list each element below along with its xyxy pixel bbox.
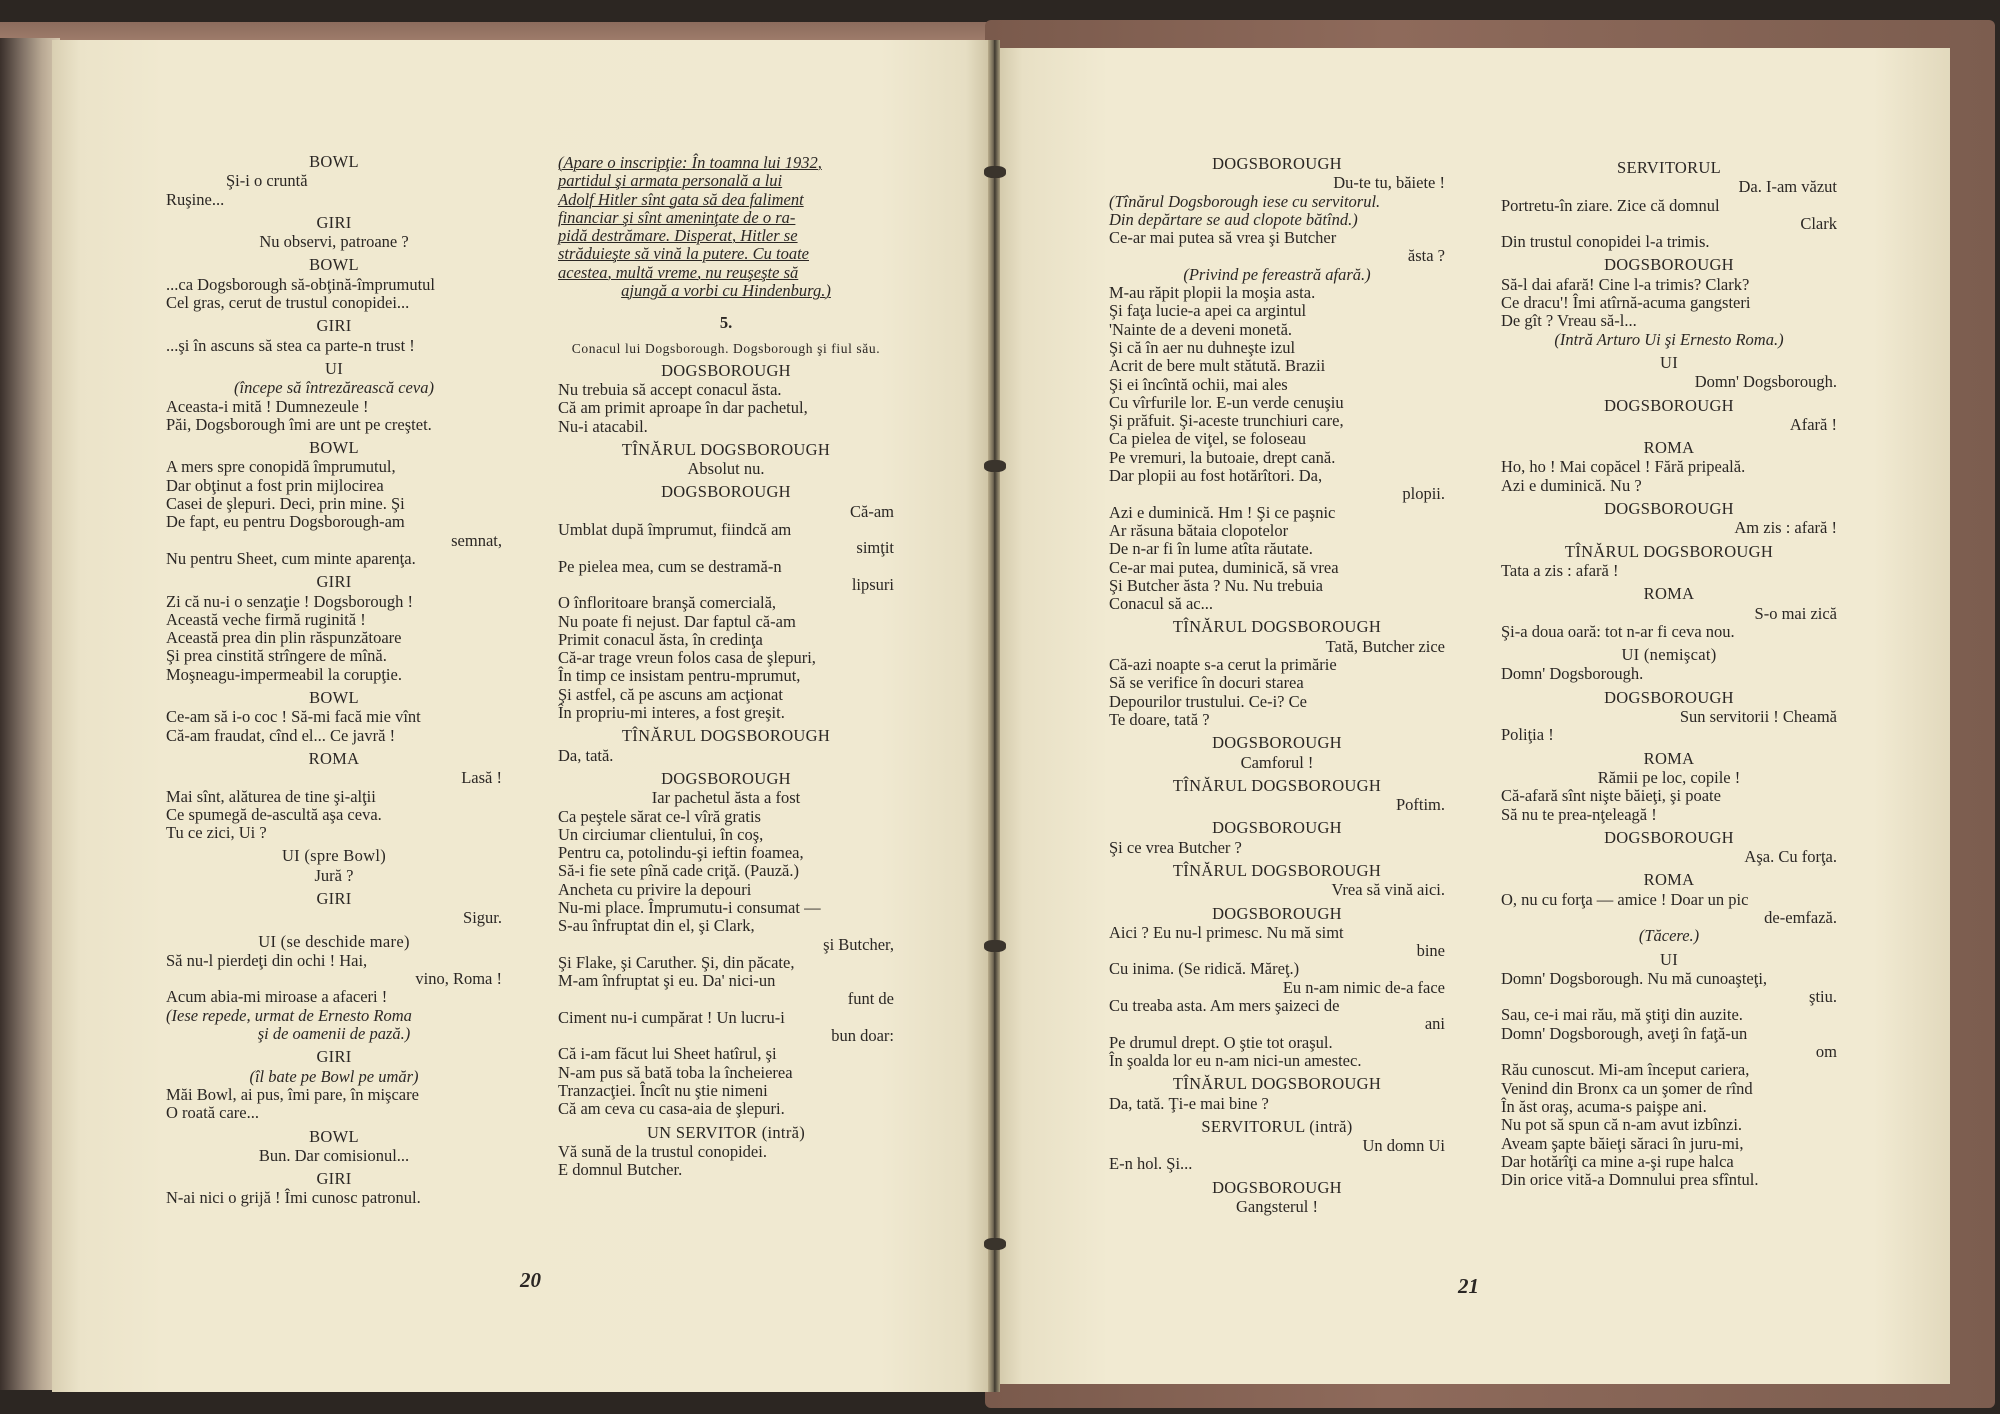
dialogue-line: Ce dracu'! Îmi atîrnă-acuma gangsteri: [1501, 293, 1751, 313]
dialogue-line: Şi ei încîntă ochii, mai ales: [1109, 374, 1288, 394]
dialogue-line: Domn' Dogsborough. Nu mă cunoaşteţi,: [1501, 968, 1768, 988]
dialogue-line: Şi ce vrea Butcher ?: [1109, 837, 1242, 857]
dialogue-line: Ce spumegă de-ascultă aşa ceva.: [166, 804, 382, 824]
dialogue-line: ...ca Dogsborough să-obţină-împrumutul: [166, 274, 435, 294]
speaker-name: UN SERVITOR (intră): [646, 1122, 806, 1142]
dialogue-line: Am zis : afară !: [1734, 518, 1837, 538]
book-gutter: [988, 40, 1000, 1392]
dialogue-line: şi de oamenii de pază.): [257, 1024, 411, 1044]
dialogue-line: bun doar:: [831, 1026, 894, 1046]
speaker-name: TÎNĂRUL DOGSBOROUGH: [621, 439, 831, 459]
dialogue-line: Din depărtare se aud clopote bătînd.): [1109, 209, 1358, 229]
scene-dialogue: [558, 362, 894, 1180]
speaker-name: DOGSBOROUGH: [1212, 903, 1342, 923]
inscription-line: pidă destrămare. Disperat, Hitler se: [558, 226, 798, 246]
dialogue-line: Să-l dai afară! Cine l-a trimis? Clark?: [1501, 274, 1750, 294]
dialogue-line: O, nu cu forţa — amice ! Doar un pic: [1501, 889, 1749, 909]
dialogue-line: Că-ar trage vreun folos casa de şlepuri,: [558, 648, 816, 668]
dialogue-line: Domn' Dogsborough.: [1501, 664, 1644, 684]
dialogue-line: simţit: [856, 538, 894, 558]
dialogue-line: Lasă !: [461, 768, 502, 788]
dialogue-line: Tata a zis : afară !: [1501, 560, 1619, 580]
dialogue-line: N-am pus să bată toba la încheierea: [558, 1062, 793, 1082]
speaker-name: BOWL: [309, 1126, 359, 1146]
dialogue-line: De n-ar fi în lume atîta răutate.: [1109, 539, 1313, 559]
inscription-line: financiar şi sînt ameninţate de o ra-: [558, 207, 796, 227]
inscription-line: acestea, multă vreme, nu reuşeşte să: [558, 262, 799, 282]
dialogue-line: S-o mai zică: [1754, 603, 1837, 623]
dialogue-line: M-am înfruptat şi eu. Da' nici-un: [558, 971, 776, 991]
dialogue-line: Nu pentru Sheet, cum minte aparenţa.: [166, 548, 416, 568]
dialogue-line: Şi-i o cruntă: [226, 171, 308, 191]
dialogue-line: Această veche firmă ruginită !: [166, 609, 366, 629]
dialogue-line: De gît ? Vreau să-l...: [1501, 311, 1637, 331]
speaker-name: TÎNĂRUL DOGSBOROUGH: [1564, 541, 1774, 561]
page-number-left: 20: [520, 1268, 541, 1292]
dialogue-line: Du-te tu, băiete !: [1333, 173, 1445, 193]
dialogue-line: Pe drumul drept. O ştie tot oraşul.: [1109, 1032, 1333, 1052]
dialogue-line: Poftim.: [1395, 795, 1445, 815]
dialogue-line: Moşneagu-impermeabil la corupţie.: [166, 664, 402, 684]
dialogue-line: Conacul să ac...: [1109, 594, 1214, 614]
speaker-name: UI: [1659, 949, 1678, 969]
dialogue-line: Afară !: [1789, 414, 1837, 434]
speaker-name: GIRI: [316, 212, 352, 232]
inscription-line: partidul şi armata personală a lui: [558, 171, 783, 191]
dialogue-line: Ce-am să i-o coc ! Să-mi facă mie vînt: [166, 707, 421, 727]
dialogue-line: Absolut nu.: [687, 459, 765, 479]
dialogue-line: Ce-ar mai putea să vrea şi Butcher: [1109, 228, 1337, 248]
dialogue-line: (îl bate pe Bowl pe umăr): [249, 1066, 419, 1086]
dialogue-line: Domn' Dogsborough.: [1694, 372, 1837, 392]
speaker-name: GIRI: [316, 1047, 352, 1067]
speaker-name: DOGSBOROUGH: [1212, 1177, 1342, 1197]
dialogue-line: Vrea să vină aici.: [1331, 880, 1445, 900]
speaker-name: ROMA: [308, 748, 360, 768]
dialogue-line: ştiu.: [1809, 987, 1837, 1007]
dialogue-line: funt de: [847, 989, 894, 1009]
dialogue-line: În ăst oraş, acuma-s paişpe ani.: [1501, 1096, 1707, 1116]
dialogue-line: De fapt, eu pentru Dogsborough-am: [166, 512, 405, 532]
speaker-name: TÎNĂRUL DOGSBOROUGH: [1172, 860, 1382, 880]
binding-stitch: [984, 1238, 1006, 1250]
dialogue-line: În propriu-mi interes, a fost greşit.: [558, 703, 785, 723]
speaker-name: DOGSBOROUGH: [661, 482, 791, 502]
dialogue-line: Pe vremuri, la butoaie, drept cană.: [1109, 447, 1336, 467]
right-page: [994, 48, 1950, 1384]
dialogue-line: Dar hotărîţi ca mine a-şi rupe halca: [1501, 1151, 1734, 1171]
dialogue-line: Că am primit aproape în dar pachetul,: [558, 398, 808, 418]
right-page-column-1: [1109, 150, 1445, 1216]
dialogue-line: Nu pot să spun că n-am avut izbînzi.: [1501, 1115, 1743, 1135]
dialogue-line: S-au înfruptat din el, şi Clark,: [558, 916, 755, 936]
dialogue-line: Că-afară sînt nişte băieţi, şi poate: [1501, 786, 1721, 806]
dialogue-line: Să nu te prea-nţeleagă !: [1501, 804, 1657, 824]
left-page-column-2: [558, 154, 894, 1179]
dialogue-line: semnat,: [451, 530, 502, 550]
dialogue-line: Venind din Bronx ca un şomer de rînd: [1501, 1078, 1753, 1098]
speaker-name: UI (spre Bowl): [281, 846, 387, 866]
speaker-name: ROMA: [1643, 584, 1695, 604]
dialogue-line: Azi e duminică. Nu ?: [1501, 475, 1642, 495]
dialogue-line: Nu-i atacabil.: [558, 416, 648, 436]
speaker-name: DOGSBOROUGH: [1604, 395, 1734, 415]
dialogue-line: Dar obţinut a fost prin mijlocirea: [166, 475, 384, 495]
dialogue-line: M-au răpit plopii la moşia asta.: [1109, 283, 1316, 303]
inscription-line: străduieşte să vină la putere. Cu toate: [558, 244, 809, 264]
speaker-name: BOWL: [309, 688, 359, 708]
dialogue-line: (Iese repede, urmat de Ernesto Roma: [166, 1005, 412, 1025]
dialogue-line: Aşa. Cu forţa.: [1744, 847, 1837, 867]
speaker-name: ROMA: [1643, 748, 1695, 768]
dialogue-line: Da, tată.: [558, 745, 614, 765]
dialogue-line: Da. I-am văzut: [1738, 177, 1837, 197]
dialogue-line: Ar răsuna bătaia clopotelor: [1109, 520, 1289, 540]
dialogue-line: Ca pielea de viţel, se foloseau: [1109, 429, 1307, 449]
dialogue-line: ani: [1424, 1014, 1445, 1034]
dialogue-line: Pentru ca, potolindu-şi ieftin foamea,: [558, 843, 804, 863]
dialogue-line: E-n hol. Şi...: [1109, 1154, 1193, 1174]
dialogue-line: Să se verifice în docuri starea: [1109, 673, 1304, 693]
dialogue-line: În şoalda lor eu n-am nici-un amestec.: [1109, 1050, 1362, 1070]
dialogue-line: Clark: [1800, 213, 1837, 233]
dialogue-line: O roată care...: [166, 1103, 259, 1123]
dialogue-line: Şi prăfuit. Şi-aceste trunchiuri care,: [1109, 411, 1344, 431]
dialogue-line: Măi Bowl, ai pus, îmi pare, în mişcare: [166, 1084, 419, 1104]
dialogue-line: Depourilor trustului. Ce-i? Ce: [1109, 691, 1307, 711]
speaker-name: GIRI: [316, 1169, 352, 1189]
dialogue-line: Da, tată. Ţi-e mai bine ?: [1109, 1093, 1269, 1113]
dialogue-line: Că i-am făcut lui Sheet hatîrul, şi: [558, 1044, 777, 1064]
dialogue-line: Casei de şlepuri. Deci, prin mine. Şi: [166, 494, 405, 514]
book-spine-left: [0, 38, 60, 1390]
dialogue-line: Mai sînt, alăturea de tine şi-alţii: [166, 786, 376, 806]
speaker-name: TÎNĂRUL DOGSBOROUGH: [1172, 1074, 1382, 1094]
dialogue-line: Camforul !: [1240, 752, 1314, 772]
dialogue-line: Aceasta-i mită ! Dumnezeule !: [166, 396, 369, 416]
dialogue-line: Păi, Dogsborough îmi are unt pe creştet.: [166, 414, 432, 434]
dialogue-line: Cu inima. (Se ridică. Măreţ.): [1109, 959, 1300, 979]
dialogue-line: Ruşine...: [166, 189, 225, 209]
historical-inscription: [558, 154, 894, 300]
dialogue-line: Şi-a doua oară: tot n-ar fi ceva nou.: [1501, 621, 1735, 641]
dialogue-line: Nu trebuia să accept conacul ăsta.: [558, 379, 782, 399]
dialogue-line: Aveam şapte băieţi săraci în juru-mi,: [1501, 1133, 1744, 1153]
dialogue-line: om: [1815, 1042, 1837, 1062]
dialogue-line: Iar pachetul ăsta a fost: [651, 788, 801, 808]
dialogue-line: Că-azi noapte s-a cerut la primărie: [1109, 655, 1337, 675]
inscription-line: ajungă a vorbi cu Hindenburg.): [621, 281, 831, 301]
speaker-name: BOWL: [309, 152, 359, 171]
dialogue-line: Poliţia !: [1501, 725, 1554, 745]
dialogue-line: Aici ? Eu nu-l primesc. Nu mă simt: [1109, 922, 1344, 942]
speaker-name: DOGSBOROUGH: [1604, 827, 1734, 847]
dialogue-line: A mers spre conopidă împrumutul,: [166, 457, 396, 477]
dialogue-line: Să-i fie sete pînă cade criţă. (Pauză.): [558, 861, 799, 881]
scene-setting: Conacul lui Dogsborough. Dogsborough şi fiul său.: [571, 340, 881, 356]
speaker-name: SERVITORUL: [1616, 158, 1722, 177]
dialogue-line: Jură ?: [314, 865, 354, 885]
dialogue-line: Să nu-l pierdeţi din ochi ! Hai,: [166, 950, 368, 970]
speaker-name: TÎNĂRUL DOGSBOROUGH: [621, 726, 831, 746]
dialogue-line: (Tînărul Dogsborough iese cu servitorul.: [1109, 191, 1381, 211]
speaker-name: ROMA: [1643, 870, 1695, 890]
speaker-name: UI: [324, 358, 343, 378]
speaker-name: UI (nemişcat): [1621, 645, 1717, 665]
dialogue-line: Tu ce zici, Ui ?: [166, 823, 267, 843]
dialogue-line: bine: [1416, 941, 1445, 961]
page-number-right: 21: [1458, 1274, 1479, 1298]
dialogue-line: Pe pielea mea, cum se destramă-n: [558, 556, 782, 576]
dialogue-line: Cu vîrfurile lor. E-un verde cenuşiu: [1109, 392, 1344, 412]
dialogue-line: În timp ce insistam pentru-mprumut,: [558, 666, 801, 686]
speaker-name: UI: [1659, 352, 1678, 372]
dialogue-line: Dar plopii au fost hotărîtori. Da,: [1109, 466, 1323, 486]
speaker-name: BOWL: [309, 438, 359, 458]
dialogue-line: Tată, Butcher zice: [1325, 636, 1445, 656]
dialogue-line: Nu observi, patroane ?: [259, 232, 409, 252]
dialogue-line: Ancheta cu privire la depouri: [558, 879, 752, 899]
left-page-column-1: [166, 148, 502, 1208]
speaker-name: DOGSBOROUGH: [1212, 154, 1342, 173]
dialogue-line: Primit conacul ăsta, în credinţa: [558, 629, 763, 649]
dialogue-line: şi Butcher,: [823, 934, 894, 954]
dialogue-line: Şi prea cinstită strîngere de mînă.: [166, 646, 387, 666]
dialogue-line: Sigur.: [463, 908, 502, 928]
dialogue-line: Te doare, tată ?: [1109, 709, 1210, 729]
binding-stitch: [984, 166, 1006, 178]
dialogue-line: (Privind pe fereastră afară.): [1183, 264, 1371, 284]
dialogue-line: Rămii pe loc, copile !: [1597, 767, 1741, 787]
dialogue-line: Din trustul conopidei l-a trimis.: [1501, 232, 1710, 252]
dialogue-line: Eu n-am nimic de-a face: [1282, 977, 1445, 997]
dialogue-line: Vă sună de la trustul conopidei.: [558, 1141, 767, 1161]
dialogue-line: Gangsterul !: [1235, 1197, 1319, 1217]
dialogue-line: Din orice vită-a Domnului prea sfîntul.: [1501, 1170, 1759, 1190]
dialogue-line: Cel gras, cerut de trustul conopidei...: [166, 293, 410, 313]
dialogue-line: Zi că nu-i o senzaţie ! Dogsborough !: [166, 591, 413, 611]
dialogue-line: Ca peştele sărat ce-l vîră gratis: [558, 806, 761, 826]
binding-stitch: [984, 940, 1006, 952]
dialogue-line: Sau, ce-i mai rău, mă ştiţi din auzite.: [1501, 1005, 1743, 1025]
dialogue-line: Că-am: [850, 501, 894, 521]
inscription-line: (Apare o inscripţie: În toamna lui 1932,: [558, 153, 822, 172]
left-page: [52, 40, 994, 1392]
dialogue-line: Tranzacţiei. Încît nu ştie nimeni: [558, 1080, 768, 1100]
dialogue-line: Sun servitorii ! Cheamă: [1679, 707, 1837, 727]
dialogue-line: Şi Flake, şi Caruther. Şi, din păcate,: [558, 952, 795, 972]
dialogue-line: plopii.: [1402, 484, 1445, 504]
dialogue-line: 'Nainte de a deveni monetă.: [1109, 319, 1293, 339]
speaker-name: TÎNĂRUL DOGSBOROUGH: [1172, 775, 1382, 795]
dialogue-line: Nu poate fi nejust. Dar faptul că-am: [558, 611, 796, 631]
speaker-name: DOGSBOROUGH: [1212, 733, 1342, 753]
dialogue-line: Această prea din plin răspunzătoare: [166, 628, 402, 648]
right-page-column-2: [1501, 154, 1837, 1189]
dialogue-line: Cu treaba asta. Am mers şaizeci de: [1109, 996, 1340, 1016]
speaker-name: DOGSBOROUGH: [1604, 499, 1734, 519]
binding-stitch: [984, 460, 1006, 472]
dialogue-line: Ciment nu-i cumpărat ! Un lucru-i: [558, 1007, 785, 1027]
dialogue-line: Rău cunoscut. Mi-am început cariera,: [1501, 1060, 1750, 1080]
dialogue-line: Ce-ar mai putea, duminică, să vrea: [1109, 557, 1339, 577]
speaker-name: UI (se deschide mare): [258, 931, 410, 951]
dialogue-line: vino, Roma !: [415, 969, 502, 989]
speaker-name: ROMA: [1643, 438, 1695, 458]
speaker-name: DOGSBOROUGH: [1212, 818, 1342, 838]
dialogue-line: Şi că în aer nu duhneşte izul: [1109, 337, 1296, 357]
speaker-name: BOWL: [309, 255, 359, 275]
dialogue-line: Şi astfel, că pe ascuns am acţionat: [558, 684, 783, 704]
speaker-name: TÎNĂRUL DOGSBOROUGH: [1172, 617, 1382, 637]
dialogue-line: Umblat după împrumut, fiindcă am: [558, 520, 792, 540]
speaker-name: DOGSBOROUGH: [661, 360, 791, 380]
dialogue-line: O înfloritoare branşă comercială,: [558, 593, 777, 613]
dialogue-line: (începe să întrezărească ceva): [234, 378, 434, 398]
dialogue-line: Nu-mi place. Împrumutu-i consumat —: [558, 897, 821, 917]
dialogue-line: E domnul Butcher.: [558, 1160, 683, 1180]
speaker-name: GIRI: [316, 316, 352, 336]
dialogue-line: lipsuri: [851, 574, 894, 594]
dialogue-line: Un circiumar clientului, în coş,: [558, 824, 764, 844]
dialogue-line: (Intră Arturo Ui şi Ernesto Roma.): [1554, 329, 1784, 349]
dialogue-line: Un domn Ui: [1362, 1136, 1445, 1156]
speaker-name: DOGSBOROUGH: [661, 768, 791, 788]
speaker-name: DOGSBOROUGH: [1604, 687, 1734, 707]
speaker-name: GIRI: [316, 888, 352, 908]
dialogue-line: Că am ceva cu casa-aia de şlepuri.: [558, 1099, 785, 1119]
dialogue-line: Acum abia-mi miroase a afaceri !: [166, 987, 388, 1007]
inscription-line: Adolf Hitler sînt gata să dea faliment: [558, 189, 804, 209]
speaker-name: SERVITORUL (intră): [1201, 1116, 1353, 1136]
speaker-name: GIRI: [316, 572, 352, 592]
dialogue-line: Ho, ho ! Mai copăcel ! Fără pripeală.: [1501, 457, 1746, 477]
dialogue-line: de-emfază.: [1764, 907, 1837, 927]
dialogue-line: ăsta ?: [1407, 246, 1445, 266]
dialogue-line: Domn' Dogsborough, aveţi în faţă-un: [1501, 1023, 1748, 1043]
dialogue-line: ...şi în ascuns să stea ca parte-n trust !: [166, 335, 415, 355]
dialogue-line: N-ai nici o grijă ! Îmi cunosc patronul.: [166, 1188, 421, 1208]
dialogue-line: (Tăcere.): [1638, 926, 1700, 946]
dialogue-line: Portretu-în ziare. Zice că domnul: [1501, 195, 1720, 215]
dialogue-line: Că-am fraudat, cînd el... Ce javră !: [166, 725, 396, 745]
dialogue-line: Azi e duminică. Hm ! Şi ce paşnic: [1109, 502, 1336, 522]
speaker-name: DOGSBOROUGH: [1604, 255, 1734, 275]
dialogue-line: Şi faţa lucie-a apei ca argintul: [1109, 301, 1307, 321]
dialogue-line: Acrit de bere mult stătută. Brazii: [1109, 356, 1326, 376]
dialogue-line: Bun. Dar comisionul...: [258, 1145, 410, 1165]
dialogue-line: Şi Butcher ăsta ? Nu. Nu trebuia: [1109, 575, 1323, 595]
scene-number: 5.: [719, 313, 733, 333]
